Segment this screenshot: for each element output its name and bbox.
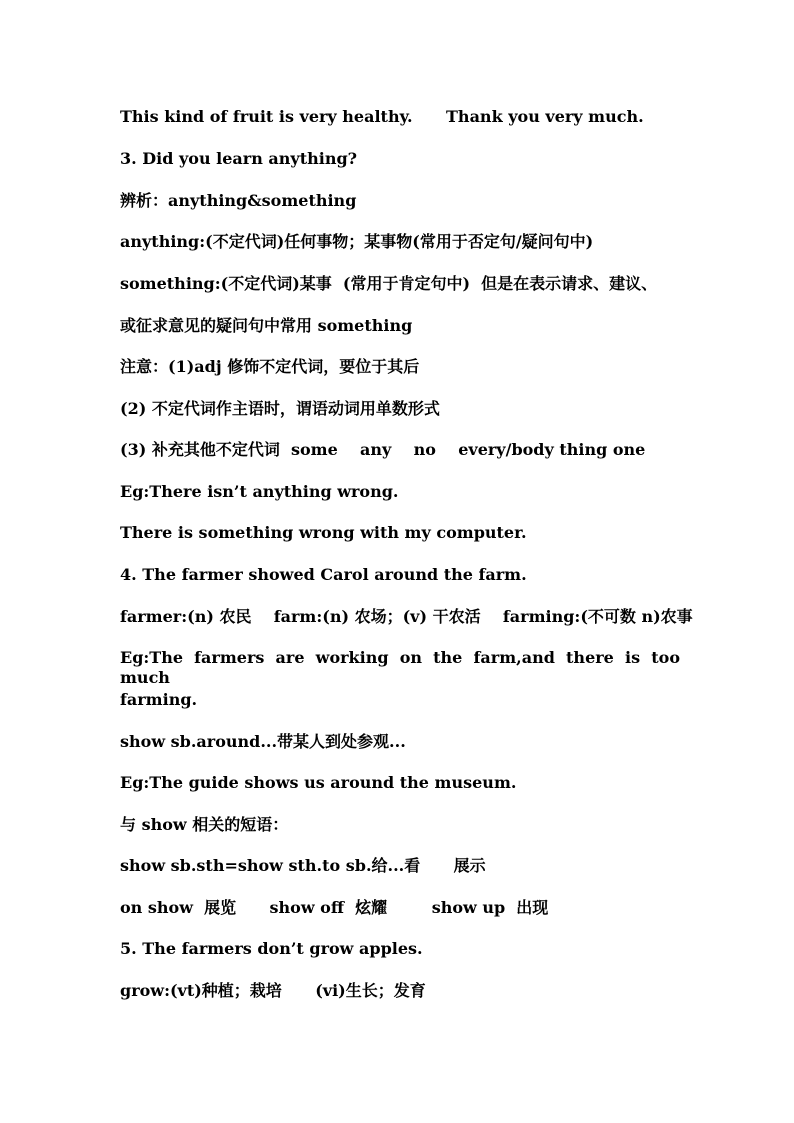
text-line: 注意：(1)adj 修饰不定代词，要位于其后: [120, 357, 420, 376]
text-line: anything:(不定代词)任何事物；某事物(常用于否定句/疑问句中): [120, 232, 594, 251]
text-line: (2) 不定代词作主语时，谓语动词用单数形式: [120, 399, 440, 418]
text-line: show sb.sth=show sth.to sb.给...看 展示: [120, 856, 486, 875]
text-line: farmer:(n) 农民 farm:(n) 农场；(v) 干农活 farming:(不可数 n)农事: [120, 607, 693, 626]
text-line: show sb.around...带某人到处参观...: [120, 732, 406, 751]
text-line: This kind of fruit is very healthy. Thank you very much.: [120, 107, 644, 126]
text-line: 或征求意见的疑问句中常用 something: [120, 316, 413, 335]
example-line: farming.: [120, 690, 198, 709]
example-line: Eg:The guide shows us around the museum.: [120, 773, 517, 792]
text-line: (3) 补充其他不定代词 some any no every/body thing one: [120, 440, 646, 459]
example-line: There is something wrong with my computer.: [120, 523, 527, 542]
text-line: 辨析：anything&something: [120, 191, 357, 210]
example-line: Eg:There isn’t anything wrong.: [120, 482, 399, 501]
text-line: grow:(vt)种植；栽培 (vi)生长；发育: [120, 981, 426, 1000]
example-line: Eg:The farmers are working on the farm,and there is too much: [120, 648, 680, 687]
section-heading: 4. The farmer showed Carol around the farm.: [120, 565, 527, 584]
text-line: 与 show 相关的短语：: [120, 815, 289, 834]
text-line: something:(不定代词)某事 (常用于肯定句中) 但是在表示请求、建议、: [120, 274, 658, 293]
text-line: on show 展览 show off 炫耀 show up 出现: [120, 898, 549, 917]
section-heading: 3. Did you learn anything?: [120, 149, 358, 168]
section-heading: 5. The farmers don’t grow apples.: [120, 939, 423, 958]
